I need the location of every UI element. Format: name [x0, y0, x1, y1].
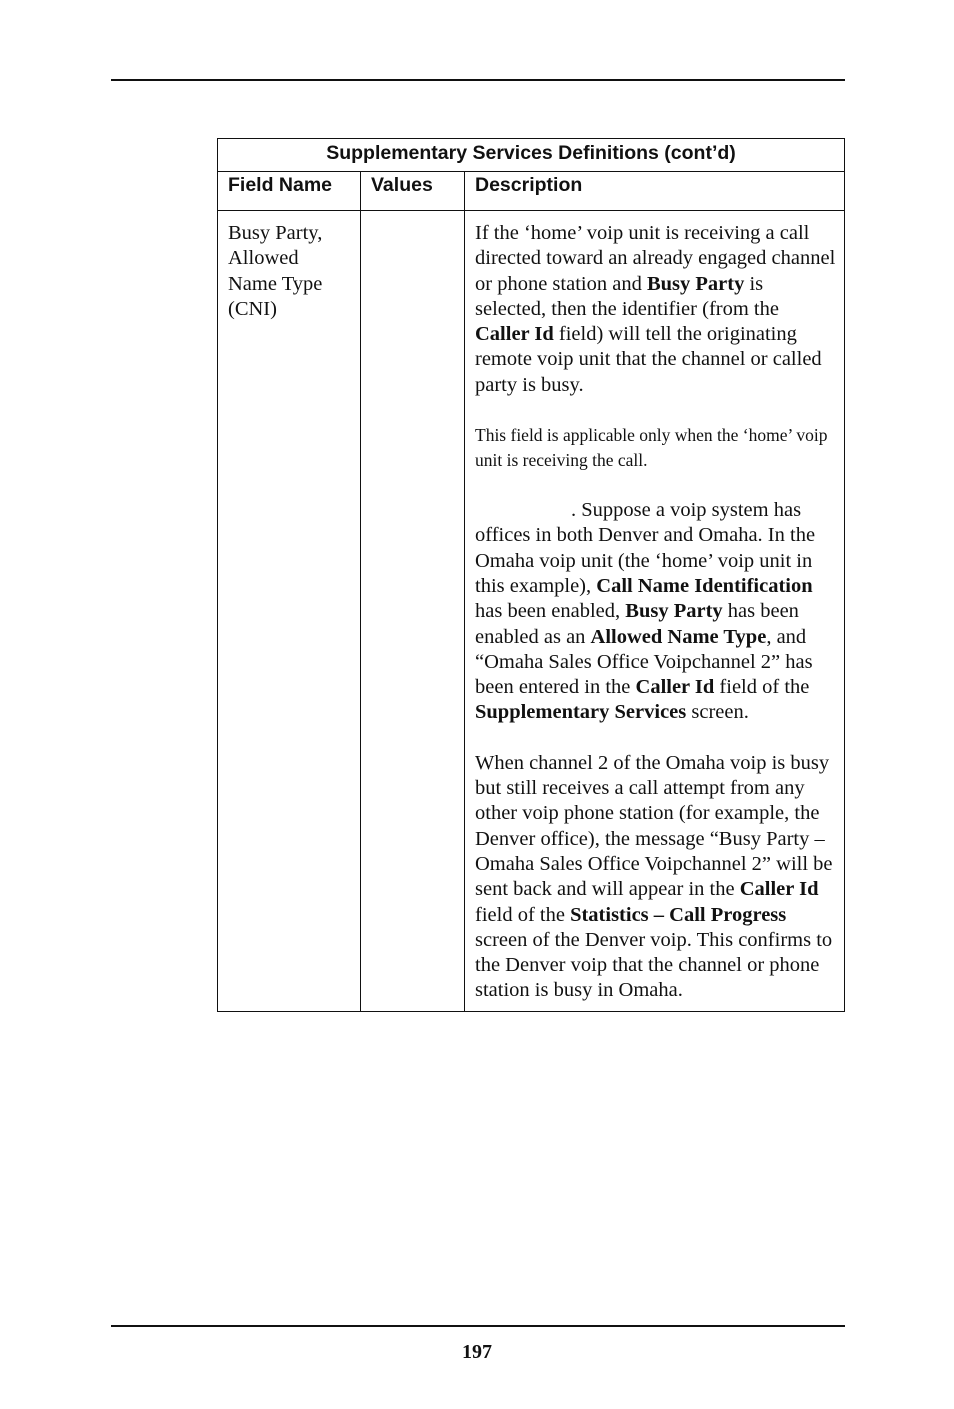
- description-cell: [465, 211, 845, 1012]
- field-name-line: Name Type: [228, 272, 323, 295]
- example-paragraph: . Suppose a voip system has offices in both Denver and Omaha. In the Omaha voip unit (the ‘home’ voip unit in this example), Call Name Identification has been enabled, Busy Party has been enabled as an Allowed Name Type, and “Omaha Sales Office Voipchannel 2” has been entered in the Caller Id field of the Supplementary Services screen.: [475, 499, 816, 724]
- field-name-line: Busy Party,: [228, 222, 323, 244]
- definitions-table: [217, 138, 845, 1012]
- table-header-row: [218, 172, 845, 211]
- footer-rule: [111, 1325, 845, 1327]
- column-header-field-name: Field Name: [218, 172, 361, 211]
- field-name-line: Allowed: [228, 247, 299, 270]
- page-number: 197: [462, 1341, 492, 1363]
- table-row: [218, 211, 845, 1012]
- column-header-description: Description: [465, 172, 845, 211]
- table-title: Supplementary Services Definitions (cont’d): [218, 139, 845, 172]
- header-rule: [111, 79, 845, 81]
- field-name-cell: [218, 211, 361, 1012]
- field-name-line: (CNI): [228, 297, 277, 320]
- applicability-note: This field is applicable only when the ‘home’ voip unit is receiving the call.: [475, 425, 828, 471]
- column-header-values: Values: [361, 172, 465, 211]
- values-cell: [361, 211, 465, 1012]
- description-paragraph-1: If the ‘home’ voip unit is receiving a call directed toward an already engaged channel or phone station and Busy Party is selected, then the identifier (from the Caller Id field) will tell the originating remote voip unit that the channel or called party is busy.: [475, 222, 836, 396]
- result-paragraph: When channel 2 of the Omaha voip is busy but still receives a call attempt from any other voip phone station (for example, the Denver office), the message “Busy Party – Omaha Sales Office Voipchannel 2” will be sent back and will appear in the Caller Id field of the Statistics – Call Progress screen of the Denver voip. This confirms to the Denver voip that the channel or phone station is busy in Omaha.: [475, 751, 833, 1002]
